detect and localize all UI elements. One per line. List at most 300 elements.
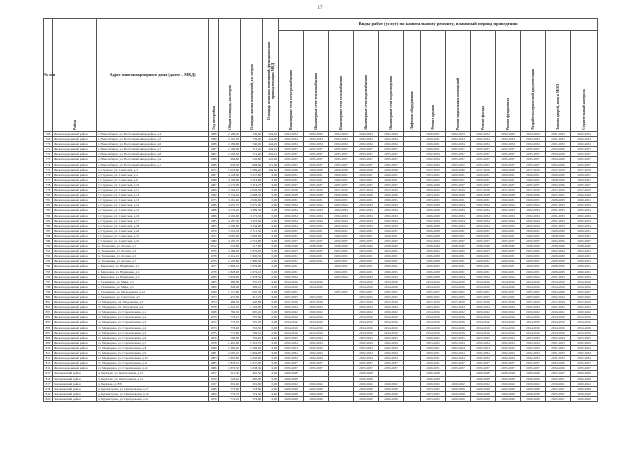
work-period-cell: 2035-2037 <box>571 182 598 187</box>
work-period-cell: 2014-2016 <box>304 284 329 289</box>
district-cell: Железнодорожный район <box>53 223 97 228</box>
nonresidential-area-cell: 0,00 <box>263 238 279 243</box>
work-period-cell: 2035-2037 <box>304 157 329 162</box>
work-period-cell: 2029-2031 <box>279 259 304 264</box>
work-period-cell: 2026-2028 <box>446 396 471 401</box>
total-area-cell: 1 618,00 <box>219 167 241 172</box>
work-period-cell: 2014-2016 <box>421 325 446 330</box>
address-cell: г. Студеное, ул. Советская, д.14 <box>97 203 209 208</box>
work-period-cell: 2029-2031 <box>571 172 598 177</box>
work-period-cell: 2032-2034 <box>471 132 496 137</box>
work-period-cell: 2026-2028 <box>279 391 304 396</box>
year-cell: 1985 <box>210 361 217 366</box>
nonresidential-area-cell: 0,00 <box>263 274 279 279</box>
work-period-cell: 2023-2025 <box>421 193 446 198</box>
table-row <box>44 233 598 238</box>
work-period-cell: 2032-2034 <box>521 223 546 228</box>
work-period-cell: 2014-2016 <box>379 320 404 325</box>
residential-area-cell: 3 475,00 <box>241 203 263 208</box>
row-number-cell: 779 <box>44 188 53 193</box>
row-number-cell: 793 <box>44 259 53 264</box>
work-period-cell: 2035-2037 <box>496 157 521 162</box>
district-cell: Железнодорожный район <box>53 351 97 356</box>
work-period-cell: 2032-2034 <box>379 213 404 218</box>
district-cell: Железнодорожный район <box>53 274 97 279</box>
work-period-cell: 2032-2034 <box>446 305 471 310</box>
nonresidential-area-cell: 456,10 <box>263 147 279 152</box>
work-period-cell: 2029-2031 <box>279 198 304 203</box>
row-number-cell: 784 <box>44 213 53 218</box>
work-period-cell: 2029-2031 <box>329 264 354 269</box>
table-row <box>44 218 598 223</box>
nonresidential-area-cell: 0,00 <box>263 366 279 371</box>
work-period-cell: 2035-2037 <box>496 366 521 371</box>
nonresidential-area-cell: 0,00 <box>263 269 279 274</box>
nonresidential-area-cell: 0,00 <box>263 203 279 208</box>
row-number-cell: 812 <box>44 356 53 361</box>
work-period-cell: 2029-2031 <box>446 269 471 274</box>
work-period-cell: 2014-2016 <box>379 330 404 335</box>
work-period-cell: 2032-2034 <box>571 345 598 350</box>
residential-area-cell: 740,00 <box>241 142 263 147</box>
header-year: Год постройки <box>209 19 219 132</box>
work-period-cell: 2032-2034 <box>521 356 546 361</box>
nonresidential-area-cell: 0,00 <box>263 213 279 218</box>
work-period-cell: 2032-2034 <box>496 137 521 142</box>
year-cell: 1977 <box>210 233 217 238</box>
work-period-cell: 2026-2028 <box>521 193 546 198</box>
work-period-cell: 2032-2034 <box>521 351 546 356</box>
work-period-cell: 2035-2037 <box>571 157 598 162</box>
work-period-cell: 2032-2034 <box>379 208 404 213</box>
work-period-cell: 2032-2034 <box>446 345 471 350</box>
work-period-cell: 2029-2031 <box>354 177 379 182</box>
work-period-cell: 2032-2034 <box>421 152 446 157</box>
district-cell: Железнодорожный район <box>53 203 97 208</box>
work-period-cell: 2029-2031 <box>379 198 404 203</box>
address-cell: ст. Медведево, ул. Строительная, д.7 <box>97 340 209 345</box>
row-number-cell: 808 <box>44 335 53 340</box>
work-period-cell: 2029-2031 <box>471 259 496 264</box>
work-period-cell: 2017-2019 <box>354 300 379 305</box>
table-row <box>44 391 598 396</box>
work-period-cell: 2032-2034 <box>446 356 471 361</box>
total-area-cell: 3 161,40 <box>219 198 241 203</box>
district-cell: Железнодорожный район <box>53 264 97 269</box>
district-cell: Железнодорожный район <box>53 300 97 305</box>
header-total-area: Общая площадь, кв.метров <box>219 19 241 132</box>
residential-area-cell: 1 678,30 <box>241 274 263 279</box>
work-period-cell: 2035-2037 <box>446 289 471 294</box>
total-area-cell: 776,60 <box>219 325 241 330</box>
work-period-cell: 2023-2025 <box>279 249 304 254</box>
work-period-cell: 2029-2031 <box>421 142 446 147</box>
nonresidential-area-cell: 0,00 <box>263 325 279 330</box>
table-row <box>44 351 598 356</box>
work-period-cell: 2026-2028 <box>521 391 546 396</box>
work-period-cell: 2029-2031 <box>446 233 471 238</box>
district-cell: Железнодорожный район <box>53 249 97 254</box>
work-period-cell: 2032-2034 <box>279 203 304 208</box>
nonresidential-area-cell: 0,00 <box>263 356 279 361</box>
address-cell: ст. Медведево, ул. Строительная, д.11 <box>97 361 209 366</box>
table-row <box>44 249 598 254</box>
table-row <box>44 223 598 228</box>
work-period-cell: 2032-2034 <box>279 356 304 361</box>
work-period-cell: 2014-2016 <box>421 320 446 325</box>
year-cell: 1978 <box>210 340 217 345</box>
address-cell: п. Тальменка, ул. Лесная, д.7 <box>97 259 209 264</box>
work-period-cell: 2023-2025 <box>354 335 379 340</box>
table-row <box>44 244 598 249</box>
address-cell: г. Студеное, ул. Советская, д.11 <box>97 188 209 193</box>
table-row <box>44 182 598 187</box>
work-period-cell: 2029-2031 <box>354 172 379 177</box>
work-period-cell: 2032-2034 <box>496 345 521 350</box>
work-period-cell: 2020-2022 <box>571 381 598 386</box>
address-cell: д. Берёзово, д. 8/8 <box>97 381 209 386</box>
work-period-cell: 2023-2025 <box>421 391 446 396</box>
nonresidential-area-cell: 0,00 <box>263 279 279 284</box>
work-period-cell: 2014-2016 <box>571 279 598 284</box>
work-period-cell: 2023-2025 <box>496 335 521 340</box>
work-period-cell: 2032-2034 <box>354 356 379 361</box>
nonresidential-area-cell: 346,60 <box>263 167 279 172</box>
nonresidential-area-cell: 0,00 <box>263 335 279 340</box>
work-period-cell: 2020-2022 <box>421 295 446 300</box>
table-row <box>44 162 598 167</box>
work-period-cell: 2029-2031 <box>496 233 521 238</box>
address-cell: ст. Медведево, ул. Строительная, д.9 <box>97 351 209 356</box>
work-period-cell: 2029-2031 <box>279 264 304 269</box>
row-number-cell: 774 <box>44 162 53 167</box>
work-period-cell: 2032-2034 <box>571 137 598 142</box>
work-period-cell: 2023-2025 <box>329 249 354 254</box>
total-area-cell: 528,40 <box>219 376 241 381</box>
work-period-cell: 2032-2034 <box>571 132 598 137</box>
work-period-cell: 2026-2028 <box>421 228 446 233</box>
residential-area-cell: 712,40 <box>241 152 263 157</box>
work-period-cell: 2035-2037 <box>471 162 496 167</box>
work-period-cell: 2020-2022 <box>471 310 496 315</box>
residential-area-cell: 3 319,80 <box>241 177 263 182</box>
residential-area-cell: 1 662,90 <box>241 351 263 356</box>
address-cell: г. Студеное, ул. Советская, д.21 <box>97 233 209 238</box>
header-work-12: Замена дверей, окон в МОП <box>546 31 571 132</box>
residential-area-cell: 1 880,00 <box>241 259 263 264</box>
address-cell: ст. Медведево, ул. Строительная, д.3 <box>97 320 209 325</box>
address-cell: с. Тальменка, ул. Мира, д.3 <box>97 279 209 284</box>
work-period-cell: 2020-2022 <box>304 381 329 386</box>
work-period-cell: 2014-2016 <box>446 279 471 284</box>
nonresidential-area-cell: 0,00 <box>263 340 279 345</box>
work-period-cell: 2029-2031 <box>329 172 354 177</box>
row-number-cell: 799 <box>44 289 53 294</box>
row-number-cell: 790 <box>44 244 53 249</box>
row-number-cell: 810 <box>44 345 53 350</box>
table-row <box>44 167 598 172</box>
work-period-cell: 2032-2034 <box>471 345 496 350</box>
work-period-cell: 2029-2031 <box>304 172 329 177</box>
nonresidential-area-cell: 0,00 <box>263 371 279 376</box>
header-work-1: Инженерные сети электроснабжения <box>279 31 304 132</box>
work-period-cell: 2023-2025 <box>354 249 379 254</box>
work-period-cell: 2032-2034 <box>354 351 379 356</box>
work-period-cell: 2026-2028 <box>421 182 446 187</box>
row-number-cell: 792 <box>44 254 53 259</box>
work-period-cell: 2035-2037 <box>446 152 471 157</box>
work-period-cell: 2014-2016 <box>279 330 304 335</box>
residential-area-cell: 1 650,00 <box>241 356 263 361</box>
work-period-cell: 2026-2028 <box>421 223 446 228</box>
year-cell: 1968 <box>210 310 217 315</box>
table-row <box>44 152 598 157</box>
work-period-cell: 2014-2016 <box>279 279 304 284</box>
table-row <box>44 315 598 320</box>
address-cell: д. Бурмистрово, ул. Центральная, д.17 <box>97 386 209 391</box>
work-period-cell: 2032-2034 <box>446 351 471 356</box>
nonresidential-area-cell: 0,00 <box>263 295 279 300</box>
work-period-cell: 2017-2019 <box>471 188 496 193</box>
work-period-cell: 2026-2028 <box>471 391 496 396</box>
work-period-cell: 2023-2025 <box>421 340 446 345</box>
work-period-cell: 2014-2016 <box>496 330 521 335</box>
work-period-cell: 2023-2025 <box>379 295 404 300</box>
address-cell: г. Студеное, ул. Советская, д.13 <box>97 198 209 203</box>
work-period-cell: 2020-2022 <box>379 381 404 386</box>
nonresidential-area-cell: 0,00 <box>263 305 279 310</box>
work-period-cell: 2035-2037 <box>279 361 304 366</box>
work-period-cell: 2032-2034 <box>304 142 329 147</box>
year-cell: 1988 <box>210 157 217 162</box>
work-period-cell: 2023-2025 <box>496 249 521 254</box>
work-period-cell: 2029-2031 <box>421 351 446 356</box>
work-period-cell: 2026-2028 <box>446 193 471 198</box>
work-period-cell: 2025-2027 <box>546 396 571 401</box>
work-period-cell: 2014-2016 <box>521 284 546 289</box>
address-cell: г. Студеное, ул. Советская, д.22 <box>97 238 209 243</box>
residential-area-cell: 1 102,90 <box>241 305 263 310</box>
work-period-cell: 2026-2028 <box>496 167 521 172</box>
work-period-cell: 2035-2037 <box>329 238 354 243</box>
row-number-cell: 809 <box>44 340 53 345</box>
work-period-cell: 2020-2022 <box>421 264 446 269</box>
work-period-cell: 2035-2037 <box>471 147 496 152</box>
work-period-cell: 2023-2025 <box>379 249 404 254</box>
total-area-cell: 773,60 <box>219 386 241 391</box>
work-period-cell: 2026-2028 <box>421 208 446 213</box>
total-area-cell: 2 295,10 <box>219 351 241 356</box>
table-row <box>44 157 598 162</box>
work-period-cell: 2029-2031 <box>571 254 598 259</box>
work-period-cell: 2032-2034 <box>304 132 329 137</box>
work-period-cell: 2017-2019 <box>571 188 598 193</box>
work-period-cell: 2023-2025 <box>379 335 404 340</box>
residential-area-cell: 2 649,60 <box>241 198 263 203</box>
work-period-cell: 2029-2031 <box>379 228 404 233</box>
address-cell: с. Тальменка, ул. Молодежная, д.14 <box>97 289 209 294</box>
work-period-cell: 2032-2034 <box>421 157 446 162</box>
work-period-cell: 2035-2037 <box>571 147 598 152</box>
work-period-cell: 2032-2034 <box>496 218 521 223</box>
address-cell: г. Студеное, ул. Советская, д.20 <box>97 228 209 233</box>
header-number: № п/п <box>44 19 53 132</box>
year-cell: 1979 <box>210 228 217 233</box>
work-period-cell: 2029-2031 <box>446 172 471 177</box>
year-cell: 1986 <box>210 213 217 218</box>
work-period-cell: 2035-2037 <box>471 366 496 371</box>
district-cell: Железнодорожный район <box>53 233 97 238</box>
work-period-cell: 2026-2028 <box>304 391 329 396</box>
district-cell: Железнодорожный район <box>53 152 97 157</box>
nonresidential-area-cell: 444,90 <box>263 137 279 142</box>
work-period-cell: 2017-2019 <box>446 188 471 193</box>
work-period-cell: 2035-2037 <box>496 182 521 187</box>
work-period-cell: 2029-2031 <box>521 177 546 182</box>
work-period-cell: 2035-2037 <box>279 182 304 187</box>
table-row <box>44 137 598 142</box>
work-period-cell: 2029-2031 <box>379 172 404 177</box>
table-row <box>44 208 598 213</box>
table-row <box>44 213 598 218</box>
table-row <box>44 386 598 391</box>
work-period-cell: 2029-2031 <box>496 259 521 264</box>
work-period-cell: 2017-2019 <box>471 300 496 305</box>
work-period-cell: 2032-2034 <box>446 137 471 142</box>
row-number-cell: 776 <box>44 172 53 177</box>
work-period-cell: 2029-2031 <box>446 198 471 203</box>
work-period-cell: 2029-2031 <box>329 198 354 203</box>
work-period-cell: 2026-2028 <box>379 167 404 172</box>
work-period-cell: 2026-2028 <box>304 167 329 172</box>
table-row <box>44 228 598 233</box>
work-period-cell: 2032-2034 <box>571 274 598 279</box>
work-period-cell: 2035-2037 <box>446 147 471 152</box>
work-period-cell: 2031-2033 <box>546 351 571 356</box>
work-period-cell: 2032-2034 <box>304 340 329 345</box>
work-period-cell: 2032-2034 <box>471 274 496 279</box>
work-period-cell: 2029-2031 <box>379 233 404 238</box>
work-period-cell: 2014-2016 <box>471 315 496 320</box>
residential-area-cell: 719,00 <box>241 396 263 401</box>
row-number-cell: 820 <box>44 396 53 401</box>
district-cell: Железнодорожный район <box>53 193 97 198</box>
work-period-cell: 2035-2037 <box>521 182 546 187</box>
work-period-cell: 2032-2034 <box>379 274 404 279</box>
work-period-cell: 2032-2034 <box>329 208 354 213</box>
work-period-cell: 2023-2025 <box>421 198 446 203</box>
work-period-cell: 2032-2034 <box>279 213 304 218</box>
total-area-cell: 774,10 <box>219 396 241 401</box>
row-number-cell: 783 <box>44 208 53 213</box>
address-cell: с. Березовка, ул. Юдинцева, д.3 <box>97 274 209 279</box>
residential-area-cell: 2 713,50 <box>241 228 263 233</box>
district-cell: Железнодорожный район <box>53 320 97 325</box>
district-cell: Железнодорожный район <box>53 345 97 350</box>
nonresidential-area-cell: 0,00 <box>263 208 279 213</box>
work-period-cell: 2032-2034 <box>379 142 404 147</box>
capital-repair-table <box>43 18 598 402</box>
work-period-cell: 2020-2022 <box>354 310 379 315</box>
work-period-cell: 2032-2034 <box>471 208 496 213</box>
work-period-cell: 2029-2031 <box>496 177 521 182</box>
header-work-10: Ремонт фундамента <box>496 31 521 132</box>
work-period-cell: 2014-2016 <box>471 279 496 284</box>
work-period-cell: 2029-2031 <box>471 264 496 269</box>
work-period-cell: 2026-2028 <box>354 371 379 376</box>
table-row <box>44 366 598 371</box>
work-period-cell: 2026-2028 <box>471 386 496 391</box>
residential-area-cell: 713,20 <box>241 147 263 152</box>
work-period-cell: 2020-2022 <box>496 381 521 386</box>
year-cell: 1969 <box>210 391 217 396</box>
work-period-cell: 2038-2040 <box>379 244 404 249</box>
work-period-cell: 2023-2025 <box>304 335 329 340</box>
work-period-cell: 2032-2034 <box>446 274 471 279</box>
work-period-cell: 2034-2036 <box>546 289 571 294</box>
work-period-cell: 2032-2034 <box>446 223 471 228</box>
total-area-cell: 2 189,00 <box>219 249 241 254</box>
nonresidential-area-cell: 0,00 <box>263 193 279 198</box>
work-period-cell: 2014-2016 <box>521 325 546 330</box>
work-period-cell: 2014-2016 <box>421 284 446 289</box>
address-cell: г. Студеное, ул. Советская, д.8 <box>97 177 209 182</box>
work-period-cell: 2032-2034 <box>354 218 379 223</box>
work-period-cell: 2029-2031 <box>496 198 521 203</box>
work-period-cell: 2032-2034 <box>421 218 446 223</box>
address-cell: ст. Медведево, ул. Строительная, д.5 <box>97 330 209 335</box>
work-period-cell: 2032-2034 <box>446 218 471 223</box>
table-row <box>44 198 598 203</box>
residential-area-cell: 417,10 <box>241 295 263 300</box>
row-number-cell: 807 <box>44 330 53 335</box>
work-period-cell: 2038-2040 <box>571 244 598 249</box>
work-period-cell: 2014-2016 <box>446 315 471 320</box>
work-period-cell: 2023-2025 <box>471 249 496 254</box>
work-period-cell: 2032-2034 <box>496 223 521 228</box>
work-period-cell: 2035-2037 <box>446 182 471 187</box>
work-period-cell: 2028-2030 <box>546 254 571 259</box>
work-period-cell: 2032-2034 <box>471 213 496 218</box>
residential-area-cell: 1 637,90 <box>241 361 263 366</box>
work-period-cell: 2035-2037 <box>329 157 354 162</box>
work-period-cell: 2029-2031 <box>521 259 546 264</box>
row-number-cell: 816 <box>44 376 53 381</box>
total-area-cell: 4 162,60 <box>219 213 241 218</box>
work-period-cell: 2029-2031 <box>354 254 379 259</box>
nonresidential-area-cell: 0,00 <box>263 218 279 223</box>
nonresidential-area-cell: 0,00 <box>263 233 279 238</box>
work-period-cell: 2017-2019 <box>471 167 496 172</box>
work-period-cell: 2023-2025 <box>279 295 304 300</box>
district-cell: Железнодорожный район <box>53 132 97 137</box>
nonresidential-area-cell: 444,20 <box>263 132 279 137</box>
row-number-cell: 772 <box>44 152 53 157</box>
work-period-cell: 2032-2034 <box>304 137 329 142</box>
work-period-cell: 2029-2031 <box>304 233 329 238</box>
nonresidential-area-cell: 0,00 <box>263 223 279 228</box>
total-area-cell: 2 193,50 <box>219 152 241 157</box>
work-period-cell: 2026-2028 <box>571 391 598 396</box>
residential-area-cell: 1 299,20 <box>241 345 263 350</box>
work-period-cell: 2017-2019 <box>329 188 354 193</box>
work-period-cell: 2014-2016 <box>304 315 329 320</box>
district-cell: Железнодорожный район <box>53 177 97 182</box>
work-period-cell: 2035-2037 <box>471 238 496 243</box>
work-period-cell: 2023-2025 <box>571 335 598 340</box>
address-cell: ст. Медведево, пл. Петровская, д.4 <box>97 305 209 310</box>
work-period-cell: 2023-2025 <box>421 386 446 391</box>
